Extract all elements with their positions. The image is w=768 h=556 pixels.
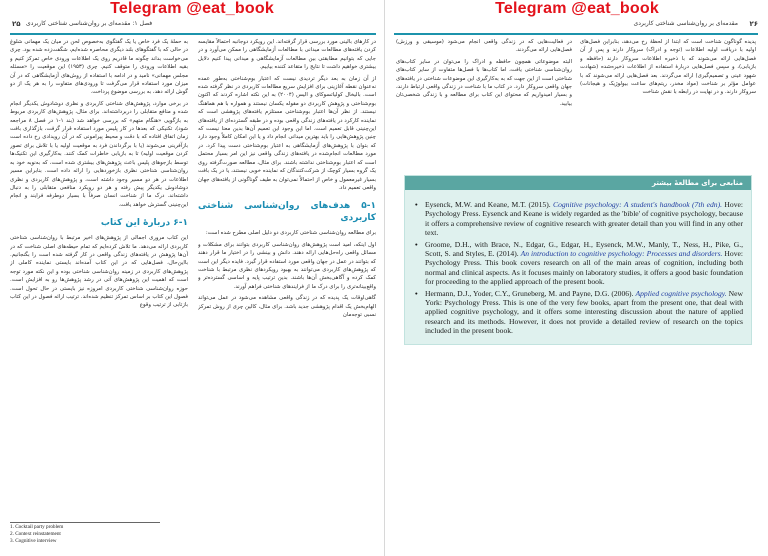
paragraph: گاهی‌اوقات یک پدیده که در زندگی واقعی مشاهده می‌شود در عمل می‌تواند الهام‌بخش یک اقدام پژوهشی جدید باشد. برای مثال، کالین چری از روش تمرکز نسبی توجه‌مان [198,295,376,318]
reference-authors: Hermann, D.J., Yoder, C.Y., Gruneberg, M. and Payne, D.G. (2006). [425,288,636,298]
left-column [396,38,572,158]
reference-description: Hove: Psychology Press. This book covers research on all of the main areas of cognition, including both normal and clinical aspects. As it focuses mainly on laboratory studies, it offers a good basic foundation for proceeding to the applied approach of the present book. [425,249,743,287]
reference-item [415,200,743,238]
watermark-banner: Telegram @eat_book [495,0,659,17]
reference-title: An introduction to cognitive psychology: Processes and disorders. [520,249,723,259]
footnote: 2. Context reinstatement [10,530,61,537]
paragraph: از آن زمان به بعد دیگر تردیدی نیست که اعتبار بوم‌شناختی به‌طور عمده نه‌عنوان نقطه آغازینی برای افزایش سریع مطالعات کاربردی در نظر گرفته شده است. بالیخال کولیاتسوکای و الیس (۲۰۰۴) به این نکته اشاره کردند که اکنون بوم‌شناختی و پژوهش کاربردی دو مقوله یکسان نیستند و همواره با هم هماهنگ نیستند. از نظر آن‌ها اعتبار بوم‌شناختی مستلزم یافته‌های پژوهشی است که نماینده کارکرد در یافته‌های زندگی واقعی بوده و در طبقه گسترده‌ای از یافته‌های این‌چنینی قابل تعمیم است. اما این وجود این تعمیم آن‌ها بدین معنا نیست که چنین پژوهش‌هایی را باید بهترین میدانی انجام داد و یا این امکان کاملاً وجود دارد که بتوان با پژوهش‌های آزمایشگاهی به اعتبار بوم‌شناختی دست پیدا کرد. در مورد مطالعات انجام‌شده در یافته‌های زندگی واقعی نیز این امر بسیار محتمل است که اعتبار بوم‌شناختی نداشته باشند. برای مثال، مطالعه صورت‌گرفته روی یک گروه بسیار کوچک از شرکت‌کنندگان که نماینده خوبی نیستند، یا در یک بافت بسیار غیرمعمول و خاص از احتمالاً نمی‌توان به طیف گوناگونی از یافته‌های جهان واقعی تعمیم داد. [198,75,376,191]
paragraph: البته موضوعاتی همچون حافظه و ادراک را می‌توان در سایر کتاب‌های روان‌شناسی شناختی یافت، اما کتاب‌ها با فصل‌ها متفاوت از سایر کتاب‌های شناختی است از این جهت که به به‌کارگیری این موضوعات شناختی در یافته‌های جهان واقعی سروکار دارد. در کتاب ما با شناخت در زندگی واقعی ارتباط دارند، و بسیار امیدواریم که محتوای این کتاب برای مطالعه و با زندگی شخصی‌تان بیابید. [396,58,572,107]
reference-authors: Eysenck, M.W. and Keane, M.T. (2015). [425,200,554,209]
right-page [386,0,768,556]
footnote: 3. Cognitive interview [10,537,57,544]
bullet-icon: • [415,239,418,249]
reference-description: Hove: Psychology Press. Eysenck and Keane is widely regarded as the 'bible' of cognitive psychology, because it offers a comprehensive review of cognitive research with greater detail than you will find in any other text. [425,200,743,238]
paragraph: در فعالیت‌هایی که در زندگی واقعی انجام می‌شود (موسیقی و ورزش) فصل‌هایی ارائه می‌گردند. [396,39,572,54]
running-title: مقدمه‌ای بر روان‌شناسی شناختی کاربردی [633,20,738,27]
further-reading-title: منابعی برای مطالعهٔ بیشتر [405,176,751,190]
right-column [580,38,756,158]
section-heading: ۶-۱ دربارهٔ این کتاب [100,218,188,229]
reference-title: Applied cognitive psychology. [635,288,727,298]
reference-list [415,200,743,338]
watermark-banner: Telegram @eat_book [110,0,274,17]
reference-item [415,289,743,336]
running-title: فصل ۱: مقدمه‌ای بر روان‌شناسی شناختی کاربردی [26,20,153,27]
footnotes [10,522,160,544]
reference-authors: Groome, D.H., with Brace, N., Edgar, G., Edgar, H., Eysenck, M.W., Manly, T., Ness, H., Pike, G., Scott, S. and Styles, E. (2014). [425,239,743,259]
paragraph: اول اینکه، امید است پژوهش‌های روان‌شناسی کاربردی بتوانند برای مشکلات و مسائل واقعی راه‌حل‌هایی ارائه دهند. دانش و بینشی را در اختیار ما قرار دهند که بتوانند در عمل در جهان واقعی مورد استفاده قرار گیرد. فایده دیگر این است که پژوهش‌های کاربردی می‌توانند به بهبود رویکردهای نظری مرتبط با شناخت کمک کرده و آگاهی‌بخش آن‌ها باشند. بدین ترتیب پایه و اساسی گسترده‌تر و واقع‌بینانه‌تری را برای درک ما از فرایندهای شناختی فراهم آورند. [198,241,376,290]
section-heading: ۵-۱ هدف‌های روان‌شناسی شناختی کاربردی [198,201,376,224]
paragraph: پدیده گوناگون شناخت است که ابتدا از لحظهٔ رخ می‌دهد، بنابراین فصل‌های اولیه با دریافت اولیه اطلاعات (توجه و ادراک) سروکار دارند و پس از آن فصل‌هایی ارائه می‌شوند که با ذخیره اطلاعات سروکار دارند (حافظه و بازیابی)، و سپس فصل‌هایی دربارهٔ استفاده از اطلاعات ذخیره‌شده (شهادت شهود عینی و تصمیم‌گیری) ارائه می‌گردند. بعد فصل‌هایی ارائه می‌شوند که با عوامل مؤثر بر شناخت (مواد مخدر، ریتم‌های ساعت بیولوژیک و هیجانات) سروکار دارند. و در نهایت در رابطه با نقش شناخت [580,39,756,96]
right-column [198,38,376,522]
paragraph: برای مطالعه روان‌شناسی شناختی کاربردی دو دلیل اصلی مطرح شده است: [205,230,376,237]
reference-description: New York: Psychology Press. This is one of the very few books, apart from the present one, that deal with applied cognitive psychology, and it offers some interesting discussion about the nature of applied research and its methods. However, it does not provide a detailed review of research on the topics included in the present book. [425,288,743,336]
paragraph: در برخی موارد، پژوهش‌های شناختی کاربردی و نظری دوشادوش یکدیگر انجام شده و منافع متقابلی را دربرداشته‌اند. برای مثال، پژوهش‌های کاربردی مربوط به بازگویی «هنگام متهم» که بررسی خواهد شد (بند ۱-۱ در فصل ۸ مراجعه شود)، تکنیکی که بعدها در کار پلیس مورد استفاده قرار گرفت، بازگذاری بافت زمان اتفاق افتاده که با دقت و محیط پیرامونی که در آن رویدادی رخ داده است بازآفرینی می‌شوند (یا با برگرداندن فرد به موقعیت اولیه یا با تلاش برای تصور کردن موقعیت اولیه) تا به بازیابی خاطرات کمک کنند. به‌کارگیری این تکنیک‌ها توسط بازجوهای پلیس باعث پژوهش‌های بیشتری شده است، که به‌نوبه خود به روان‌شناسی شناختی نظری بازخوردهایی را ارائه داده است. بنابراین مسیر اطلاعات در هر دو مسیر وجود داشته است، و پژوهش‌های کاربردی و نظری دوشادوش یکدیگر پیش رفته و هر دو رویکرد منافعی متقابلی را به دنبال داشته‌اند. درک ما از شناخت انسان صرفاً با بسیار دوطرفه فرایند و انجام این‌چنینی گسترش خواهد یافت. [10,100,188,208]
paragraph: این کتاب مروری اجمالی از پژوهش‌های اخیر مرتبط با روان‌شناسی شناختی کاربردی ارائه می‌دهد. ما تلاش کرده‌ایم که تمام حیطه‌های اصلی شناخت که در آن‌ها پژوهش در یافته‌های زندگی واقعی در کار گرفته شده است را بگنجانیم. بااین‌حال، فصل‌هایی که در این کتاب آمده‌اند بایستی نماینده کاملی از پژوهش‌های کاربردی در زمینه روان‌شناسی شناختی بوده و این نکته مورد توجه است که اهمیت این پژوهش‌های آتی در رشد پژوهش‌ها رو به افزایش است. حوزه روان‌شناسی شناختی کاربردی امروزه نیز بایستی در حال تحول است. فصول این کتاب بر اساس تمرکز تنظیم شده‌اند. ترتیب ارائه فصول در این کتاب بازتابی از ترتیب وقوع [10,235,188,309]
bullet-icon: • [415,288,418,298]
bullet-icon: • [415,200,418,209]
reference-item [415,240,743,287]
header-rule [394,33,758,35]
further-reading-box [404,175,752,345]
paragraph: در کارهای بالینی مورد بررسی قرار گرفته‌اند. این رویکرد دوجانبه احتمالاً مقایسه کردن یافته‌های مطالعات میدانی با مطالعات آزمایشگاهی را ممکن می‌آورد و در جایی که بتوانیم مطابقتی بین مطالعات آزمایشگاهی و میدانی پیدا کنیم دلایل بیشتری خواهیم داشت تا نتایج را متقاعد کننده بیابیم. [198,39,376,71]
page-number: ۲۶ [749,20,758,28]
paragraph: به حملهٔ یک فرد خاص یا یک گفتگوی به‌خصوص لحن در میان یک مهمانی شلوغ در حالی که با گفتگوهای بلند دیگری محاصره شده‌ایم، شگفت‌زده شده بود. چری می‌خواست بداند چگونه ما قادریم روی یک اطلاعات ورودی خاص تمرکز کنیم و بقیه اطلاعات ورودی را متوقف کنیم. چری (۱۹۵۳) این موقعیت را «مسئله مجلس مهمانی» نامید و در ادامه با استفاده از روش‌های آزمایشگاهی که در آن میزان مورد استفاده قرار می‌گرفت تا ورودی‌های متفاوت را به هر یک از دو گوش ارائه دهد، به بررسی موضوع پرداخت. [10,39,188,96]
left-column [10,38,188,520]
footnote: 1. Cocktail party problem [10,524,64,530]
header-rule [10,33,376,35]
page-header [386,20,768,32]
page-header [0,20,384,32]
page-number: ۲۵ [12,20,21,28]
reference-title: Cognitive psychology: A student's handbook (7th edn). [553,200,723,209]
